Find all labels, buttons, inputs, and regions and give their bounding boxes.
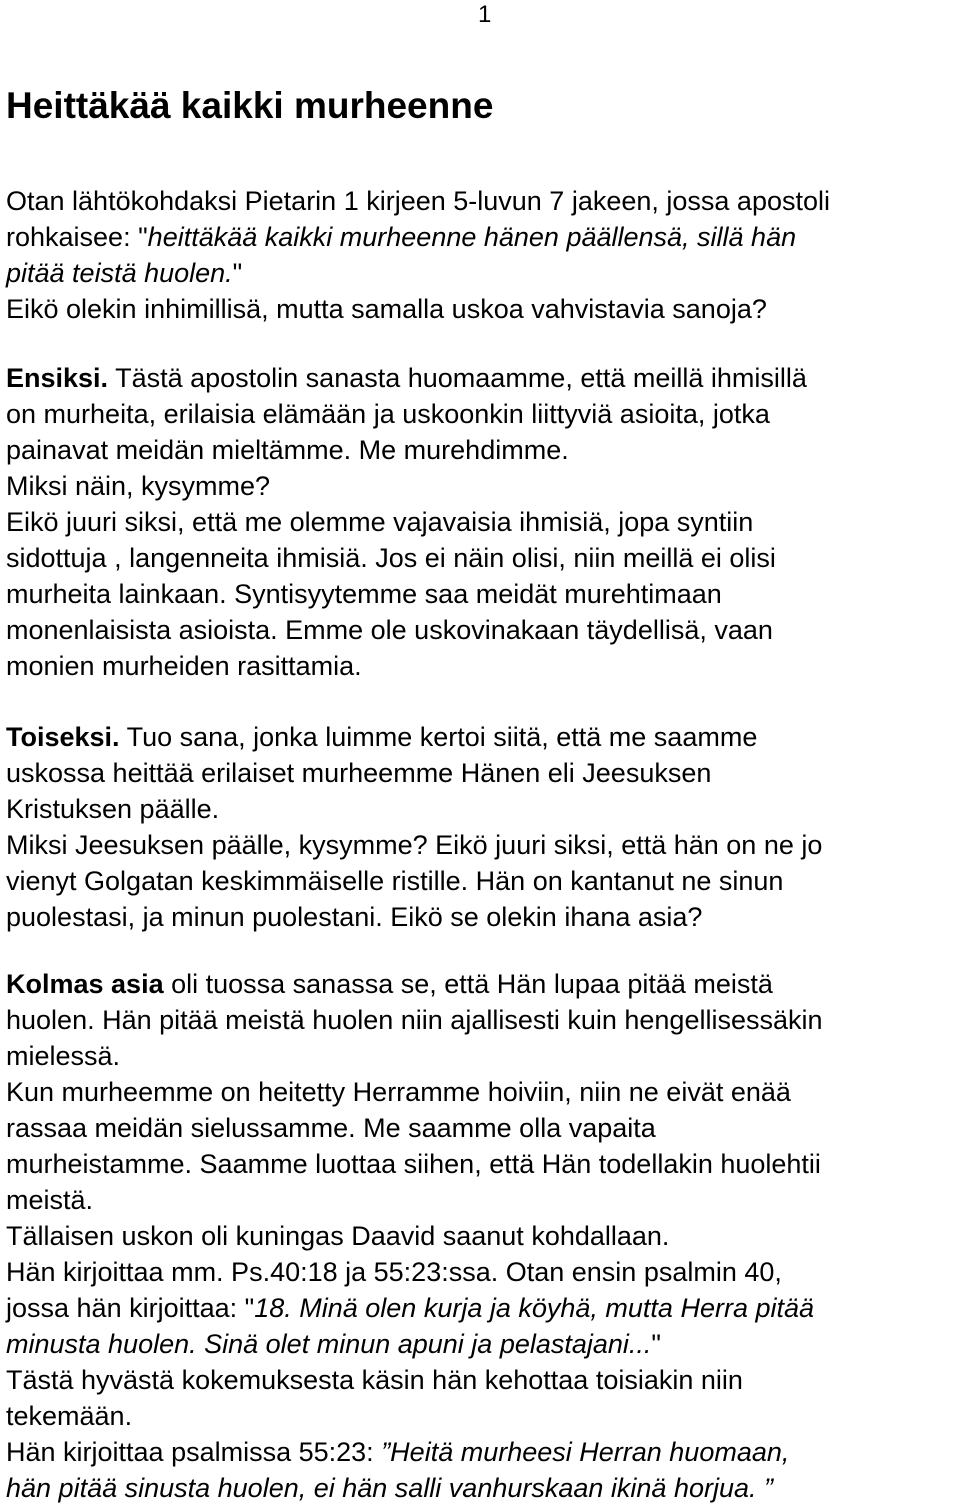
first-line-5: Eikö juuri siksi, että me olemme vajavaisia ihmisiä, jopa syntiin [6, 507, 754, 537]
third-line-3: mielessä. [6, 1041, 121, 1071]
third-line-4: Kun murheemme on heitetty Herramme hoiviin, niin ne eivät enää [6, 1077, 791, 1107]
psalm-quote: 18. Minä olen kurja ja köyhä, mutta Herra pitää [254, 1293, 815, 1323]
bible-quote: heittäkää kaikki murheenne hänen päällensä, sillä hän [147, 222, 797, 252]
third-line-2: huolen. Hän pitää meistä huolen niin ajallisesti kuin hengellisessäkin [6, 1005, 823, 1035]
first-line-1-text: Tästä apostolin sanasta huomaamme, että meillä ihmisillä [108, 363, 807, 393]
third-line-6: murheistamme. Saamme luottaa siihen, että Hän todellakin huolehtii [6, 1149, 821, 1179]
quote-mark: " [651, 1329, 662, 1359]
intro-line-4: Eikö olekin inhimillisä, mutta samalla uskoa vahvistavia sanoja? [6, 294, 767, 324]
page-title: Heittäkää kaikki murheenne [6, 85, 494, 126]
second-line-5: vienyt Golgatan keskimmäiselle ristille. Hän on kantanut ne sinun [6, 866, 784, 896]
third-line-14 [6, 1436, 789, 1469]
second-line-3: Kristuksen päälle. [6, 794, 220, 824]
first-line-9: monien murheiden rasittamia. [6, 651, 362, 681]
first-line-2: on murheita, erilaisia elämään ja uskoonkin liittyviä asioita, jotka [6, 399, 770, 429]
psalm-55-quote: ”Heitä murheesi Herran huomaan, [381, 1437, 790, 1467]
third-line-9: Hän kirjoittaa mm. Ps.40:18 ja 55:23:ssa. Otan ensin psalmin 40, [6, 1257, 782, 1287]
bible-quote-end: pitää teistä huolen. [6, 258, 233, 288]
psalm-quote-end: minusta huolen. Sinä olet minun apuni ja pelastajani... [6, 1329, 652, 1359]
third-line-12: Tästä hyvästä kokemuksesta käsin hän kehottaa toisiakin niin [6, 1365, 743, 1395]
intro-line-3 [6, 257, 242, 290]
third-line-10 [6, 1292, 814, 1325]
first-line-1 [6, 362, 807, 395]
first-line-8: monenlaisista asioista. Emme ole uskovinakaan täydellisä, vaan [6, 615, 773, 645]
third-line-8: Tällaisen uskon oli kuningas Daavid saanut kohdallaan. [6, 1221, 670, 1251]
third-line-7: meistä. [6, 1185, 94, 1215]
third-line-1 [6, 968, 773, 1001]
second-line-2: uskossa heittää erilaiset murheemme Hänen eli Jeesuksen [6, 758, 712, 788]
third-line-11 [6, 1328, 661, 1361]
intro-line-2 [6, 221, 796, 254]
second-line-6: puolestasi, ja minun puolestani. Eikö se olekin ihana asia? [6, 902, 703, 932]
intro-line-2-start: rohkaisee: " [6, 222, 148, 252]
page-number: 1 [478, 1, 492, 28]
second-line-1 [6, 721, 757, 754]
third-line-13: tekemään. [6, 1401, 133, 1431]
third-line-14-start: Hän kirjoittaa psalmissa 55:23: [6, 1437, 382, 1467]
third-line-10-start: jossa hän kirjoittaa: " [6, 1293, 255, 1323]
second-line-4: Miksi Jeesuksen päälle, kysymme? Eikö juuri siksi, että hän on ne jo [6, 830, 823, 860]
third-line-15: hän pitää sinusta huolen, ei hän salli vanhurskaan ikinä horjua. ” [6, 1473, 773, 1503]
third-line-1-text: oli tuossa sanassa se, että Hän lupaa pitää meistä [163, 969, 773, 999]
first-heading: Ensiksi. [6, 363, 109, 393]
third-heading: Kolmas asia [6, 969, 164, 999]
first-line-3: painavat meidän mieltämme. Me murehdimme. [6, 435, 569, 465]
first-line-4: Miksi näin, kysymme? [6, 471, 271, 501]
quote-mark: " [232, 258, 243, 288]
first-line-7: murheita lainkaan. Syntisyytemme saa meidät murehtimaan [6, 579, 722, 609]
intro-line-1: Otan lähtökohdaksi Pietarin 1 kirjeen 5-luvun 7 jakeen, jossa apostoli [6, 186, 830, 216]
first-line-6: sidottuja , langenneita ihmisiä. Jos ei näin olisi, niin meillä ei olisi [6, 543, 776, 573]
second-heading: Toiseksi. [6, 722, 120, 752]
third-line-5: rassaa meidän sielussamme. Me saamme olla vapaita [6, 1113, 656, 1143]
second-line-1-text: Tuo sana, jonka luimme kertoi siitä, että me saamme [119, 722, 758, 752]
